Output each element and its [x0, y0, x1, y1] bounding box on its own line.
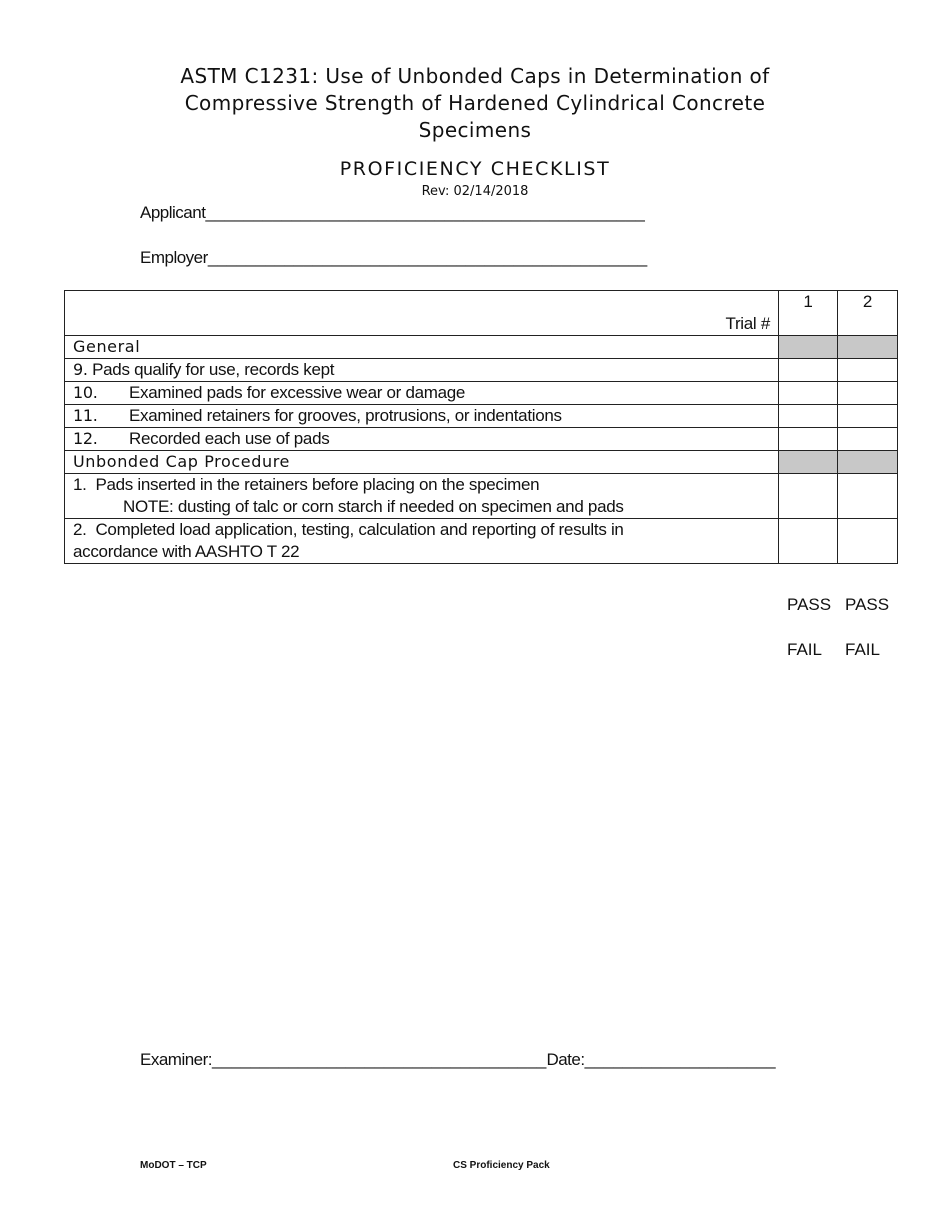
footer-left: MoDOT – TCP: [140, 1160, 207, 1171]
check-cell[interactable]: [779, 474, 838, 519]
item-number: 11.: [73, 406, 98, 425]
check-cell[interactable]: [779, 428, 838, 451]
item-number: 12.: [73, 429, 98, 448]
trial-col-1: 1: [779, 291, 838, 336]
examiner-label: Examiner:: [140, 1050, 213, 1069]
title-line-3: Specimens: [418, 118, 532, 142]
title-line-1: ASTM C1231: Use of Unbonded Caps in Determination of: [180, 64, 770, 88]
shaded-cell: [779, 451, 838, 474]
check-cell[interactable]: [838, 359, 898, 382]
procedure-item-2: [65, 519, 779, 564]
applicant-line[interactable]: ______________________________________________: [205, 203, 645, 222]
section-row-procedure: [65, 451, 898, 474]
item-text: Recorded each use of pads: [129, 429, 330, 448]
date-line[interactable]: ____________________: [584, 1050, 776, 1069]
fail-1[interactable]: FAIL: [787, 640, 822, 659]
shaded-cell: [838, 336, 898, 359]
item-text: Examined retainers for grooves, protrusions, or indentations: [129, 406, 562, 425]
section-procedure: Unbonded Cap Procedure: [65, 451, 779, 474]
shaded-cell: [838, 451, 898, 474]
proficiency-table: [64, 290, 898, 564]
item-text: Pads inserted in the retainers before placing on the specimen: [95, 475, 540, 494]
check-cell[interactable]: [779, 405, 838, 428]
footer-center: CS Proficiency Pack: [453, 1160, 550, 1171]
table-row: [65, 474, 898, 519]
item-12: [65, 428, 779, 451]
table-row: [65, 359, 898, 382]
item-number: 10.: [73, 383, 98, 402]
check-cell[interactable]: [779, 519, 838, 564]
section-general: General: [65, 336, 779, 359]
check-cell[interactable]: [779, 359, 838, 382]
applicant-field[interactable]: [140, 203, 645, 223]
table-header-row: [65, 291, 898, 336]
item-11: [65, 405, 779, 428]
item-number: 1.: [73, 475, 87, 494]
examiner-date-field[interactable]: [140, 1050, 776, 1070]
procedure-item-1: [65, 474, 779, 519]
check-cell[interactable]: [779, 382, 838, 405]
check-cell[interactable]: [838, 519, 898, 564]
item-note: NOTE: dusting of talc or corn starch if needed on specimen and pads: [123, 497, 624, 516]
examiner-line[interactable]: ___________________________________: [212, 1050, 547, 1069]
table-row: [65, 382, 898, 405]
table-row: [65, 519, 898, 564]
employer-line[interactable]: ______________________________________________: [207, 248, 648, 267]
table-row: [65, 405, 898, 428]
item-text: Examined pads for excessive wear or damage: [129, 383, 466, 402]
document-title: [0, 63, 950, 144]
applicant-label: Applicant: [140, 203, 206, 222]
item-10: [65, 382, 779, 405]
item-text-continued: accordance with AASHTO T 22: [73, 542, 300, 561]
fail-2[interactable]: FAIL: [845, 640, 880, 659]
revision-date: Rev: 02/14/2018: [421, 184, 529, 199]
check-cell[interactable]: [838, 405, 898, 428]
table-row: [65, 428, 898, 451]
item-number: 2.: [73, 520, 87, 539]
date-label: Date:: [546, 1050, 585, 1069]
shaded-cell: [779, 336, 838, 359]
check-cell[interactable]: [838, 474, 898, 519]
trial-col-2: 2: [838, 291, 898, 336]
item-text: Completed load application, testing, calculation and reporting of results in: [95, 520, 624, 539]
trial-label: Trial #: [65, 291, 779, 336]
check-cell[interactable]: [838, 428, 898, 451]
employer-label: Employer: [140, 248, 208, 267]
check-cell[interactable]: [838, 382, 898, 405]
item-text: Pads qualify for use, records kept: [92, 360, 335, 379]
employer-field[interactable]: [140, 248, 647, 268]
checklist-subtitle: PROFICIENCY CHECKLIST: [339, 158, 611, 180]
item-9: [65, 359, 779, 382]
pass-1[interactable]: PASS: [787, 595, 832, 614]
title-line-2: Compressive Strength of Hardened Cylindrical Concrete: [184, 91, 766, 115]
pass-2[interactable]: PASS: [845, 595, 890, 614]
item-number: 9.: [73, 360, 88, 379]
section-row-general: [65, 336, 898, 359]
